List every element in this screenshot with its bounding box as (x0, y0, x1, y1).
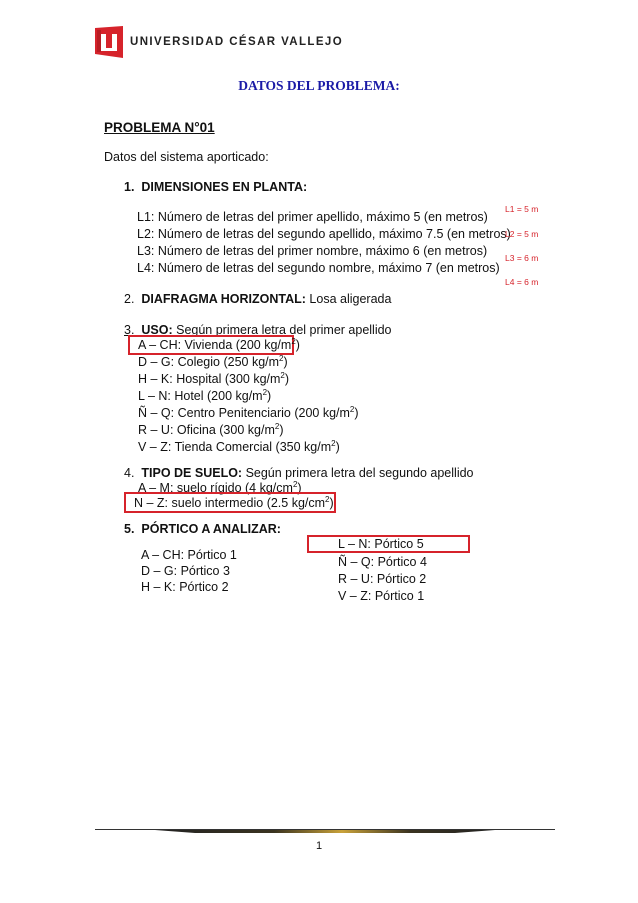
dimension-item: L1: Número de letras del primer apellido, máximo 5 (en metros) (137, 210, 488, 224)
side-value-l1: L1 = 5 m (505, 204, 539, 214)
section-3-title: USO: (141, 323, 173, 337)
portico-item: L – N: Pórtico 5 (338, 537, 424, 551)
portico-item: D – G: Pórtico 3 (141, 564, 230, 578)
section-3-text: Según primera letra del primer apellido (172, 323, 392, 337)
section-2-title: DIAFRAGMA HORIZONTAL: (141, 292, 306, 306)
dimension-item: L4: Número de letras del segundo nombre, máximo 7 (en metros) (137, 261, 500, 275)
side-value-l3: L3 = 6 m (505, 253, 539, 263)
section-4-title: TIPO DE SUELO: (141, 466, 243, 480)
side-value-l4: L4 = 6 m (505, 277, 539, 287)
university-name: UNIVERSIDAD CÉSAR VALLEJO (130, 36, 344, 48)
dimension-item: L3: Número de letras del primer nombre, máximo 6 (en metros) (137, 244, 488, 258)
section-4-number: 4. (124, 466, 135, 480)
page-number: 1 (315, 840, 323, 852)
portico-item: Ñ – Q: Pórtico 4 (338, 555, 427, 569)
suelo-item: A – M: suelo rígido (4 $kg/cm^2$) (138, 479, 302, 495)
section-5-heading (124, 522, 281, 536)
uso-item: R – U: Oficina (300 $kg/m^2$) (138, 421, 284, 437)
uso-item: A – CH: Vivienda (200 $kg/m^2$) (138, 336, 300, 352)
portico-item: H – K: Pórtico 2 (141, 580, 229, 594)
section-4 (124, 466, 474, 480)
section-3-number: 3. (124, 323, 135, 337)
section-1-heading (124, 180, 307, 194)
uso-item: D – G: Colegio (250 $kg/m^2$) (138, 353, 288, 369)
intro-text: Datos del sistema aporticado: (104, 150, 269, 164)
portico-item: R – U: Pórtico 2 (338, 572, 427, 586)
side-value-l2: L2 = 5 m (505, 229, 539, 239)
section-5-number: 5. (124, 522, 135, 536)
section-2-number: 2. (124, 292, 135, 306)
section-1-number: 1. (124, 180, 135, 194)
university-logo (95, 26, 123, 58)
footer-divider (95, 829, 555, 834)
uso-item: V – Z: Tienda Comercial (350 $kg/m^2$) (138, 438, 340, 454)
section-5-title: PÓRTICO A ANALIZAR: (141, 522, 281, 536)
dimension-item: L2: Número de letras del segundo apellido, máximo 7.5 (en metros) (137, 227, 511, 241)
section-4-text: Según primera letra del segundo apellido (242, 466, 474, 480)
problem-heading: PROBLEMA N°01 (104, 120, 215, 135)
uso-item: L – N: Hotel (200 $kg/m^2$) (138, 387, 272, 403)
section-2 (124, 292, 391, 306)
section-1-title: DIMENSIONES EN PLANTA: (141, 180, 308, 194)
section-2-text: Losa aligerada (305, 292, 392, 306)
page-title: DATOS DEL PROBLEMA: (238, 78, 400, 93)
uso-item: Ñ – Q: Centro Penitenciario (200 $kg/m^2$) (138, 404, 359, 420)
portico-item: V – Z: Pórtico 1 (338, 589, 425, 603)
portico-item: A – CH: Pórtico 1 (141, 548, 237, 562)
uso-item: H – K: Hospital (300 $kg/m^2$) (138, 370, 290, 386)
suelo-item: N – Z: suelo intermedio (2.5 $kg/cm^2$) (134, 494, 334, 510)
